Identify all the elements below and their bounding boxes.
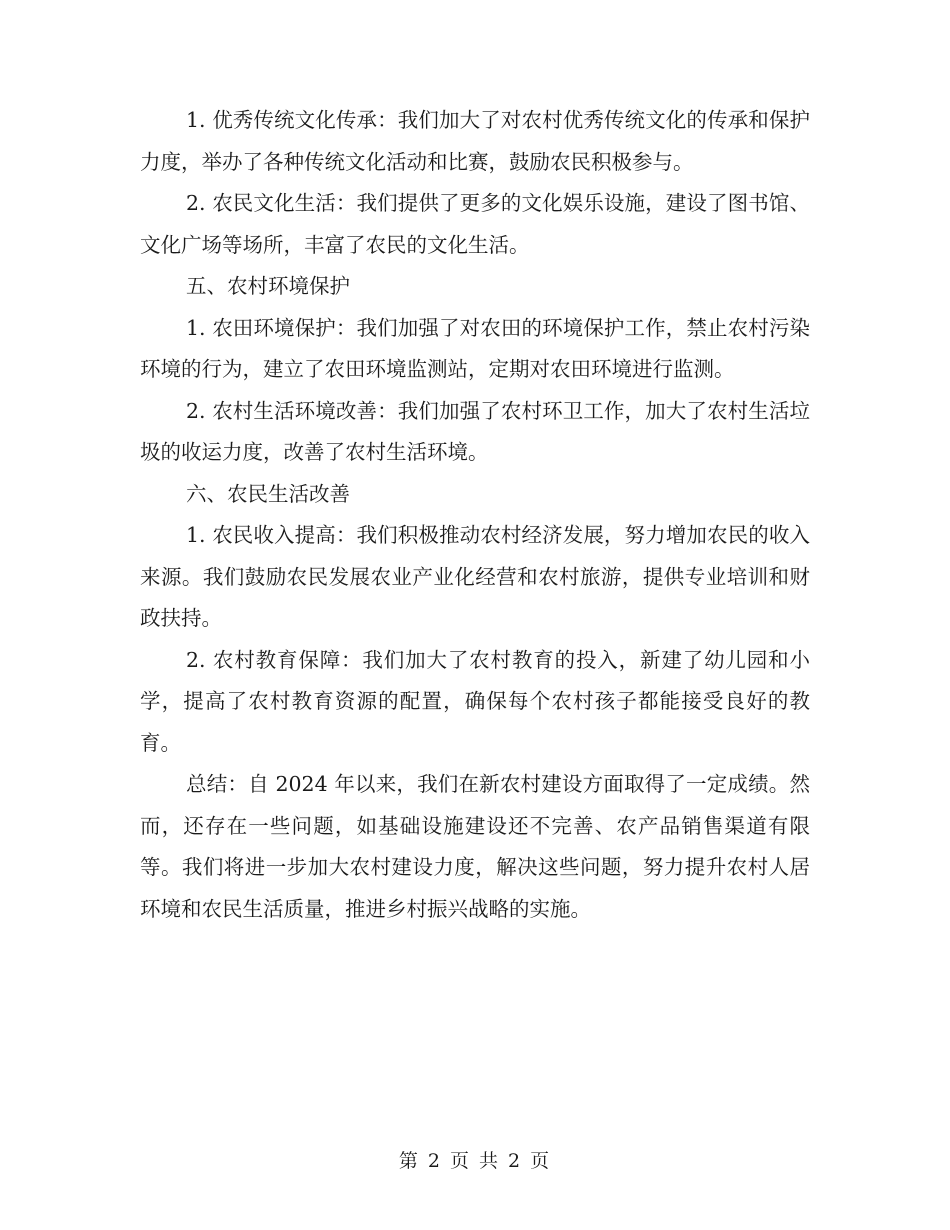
section-heading-environment: 五、农村环境保护 <box>186 274 350 298</box>
paragraph-living-environment: 2. 农村生活环境改善：我们加强了农村环卫工作，加大了农村生活垃圾的收运力度，改善了农村生活环境。 <box>140 398 810 464</box>
paragraph-farmland-protection: 1. 农田环境保护：我们加强了对农田的环境保护工作，禁止农村污染环境的行为，建立了农田环境监测站，定期对农田环境进行监测。 <box>140 315 810 381</box>
document-body <box>140 100 810 930</box>
paragraph-education: 2. 农村教育保障：我们加大了农村教育的投入，新建了幼儿园和小学，提高了农村教育资源的配置，确保每个农村孩子都能接受良好的教育。 <box>140 647 810 755</box>
section-heading-life-improvement: 六、农民生活改善 <box>186 481 350 506</box>
paragraph-culture-heritage: 1. 优秀传统文化传承：我们加大了对农村优秀传统文化的传承和保护力度，举办了各种传统文化活动和比赛，鼓励农民积极参与。 <box>140 108 810 174</box>
page-number-footer: 第 2 页 共 2 页 <box>398 1150 552 1172</box>
paragraph-summary: 总结：自 2024 年以来，我们在新农村建设方面取得了一定成绩。然而，还存在一些问题，如基础设施建设还不完善、农产品销售渠道有限等。我们将进一步加大农村建设力度，解决这些问题，努力提升农村人居环境和农民生活质量，推进乡村振兴战略的实施。 <box>140 772 810 921</box>
paragraph-income-increase: 1. 农民收入提高：我们积极推动农村经济发展，努力增加农民的收入来源。我们鼓励农民发展农业产业化经营和农村旅游，提供专业培训和财政扶持。 <box>140 523 810 630</box>
paragraph-farmer-culture-life: 2. 农民文化生活：我们提供了更多的文化娱乐设施，建设了图书馆、文化广场等场所，丰富了农民的文化生活。 <box>140 191 810 257</box>
